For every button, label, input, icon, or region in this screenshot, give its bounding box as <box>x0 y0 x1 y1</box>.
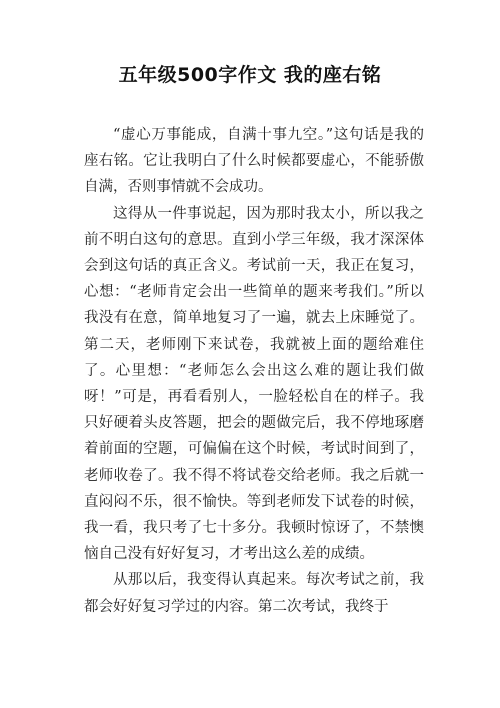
paragraph-1: “虚心万事能成，自满十事九空。”这句话是我的座右铭。它让我明白了什么时候都要虚心，不能骄傲自满，否则事情就不会成功。 <box>84 127 424 196</box>
document-title: 五年级500字作文 我的座右铭 <box>118 64 382 86</box>
paragraph-3: 从那以后，我变得认真起来。每次考试之前，我都会好好复习学过的内容。第二次考试，我终于 <box>84 572 424 615</box>
document-body <box>84 122 424 620</box>
paragraph-2: 这得从一件事说起，因为那时我太小，所以我之前不明白这句的意思。直到小学三年级，我才深深体会到这句话的真正含义。考试前一天，我正在复习，心想：“老师肯定会出一些简单的题来考我们。”所以我没有在意，简单地复习了一遍，就去上床睡觉了。第二天，老师刚下来试卷，我就被上面的题给难住了。心里想：“老师怎么会出这么难的题让我们做呀！”可是，再看看别人，一脸轻松自在的样子。我只好硬着头皮答题，把会的题做完后，我不停地琢磨着前面的空题，可偏偏在这个时候，考试时间到了，老师收卷了。我不得不将试卷交给老师。我之后就一直闷闷不乐，很不愉快。等到老师发下试卷的时候，我一看，我只考了七十多分。我顿时惊讶了，不禁懊恼自己没有好好复习，才考出这么差的成绩。 <box>84 205 424 563</box>
